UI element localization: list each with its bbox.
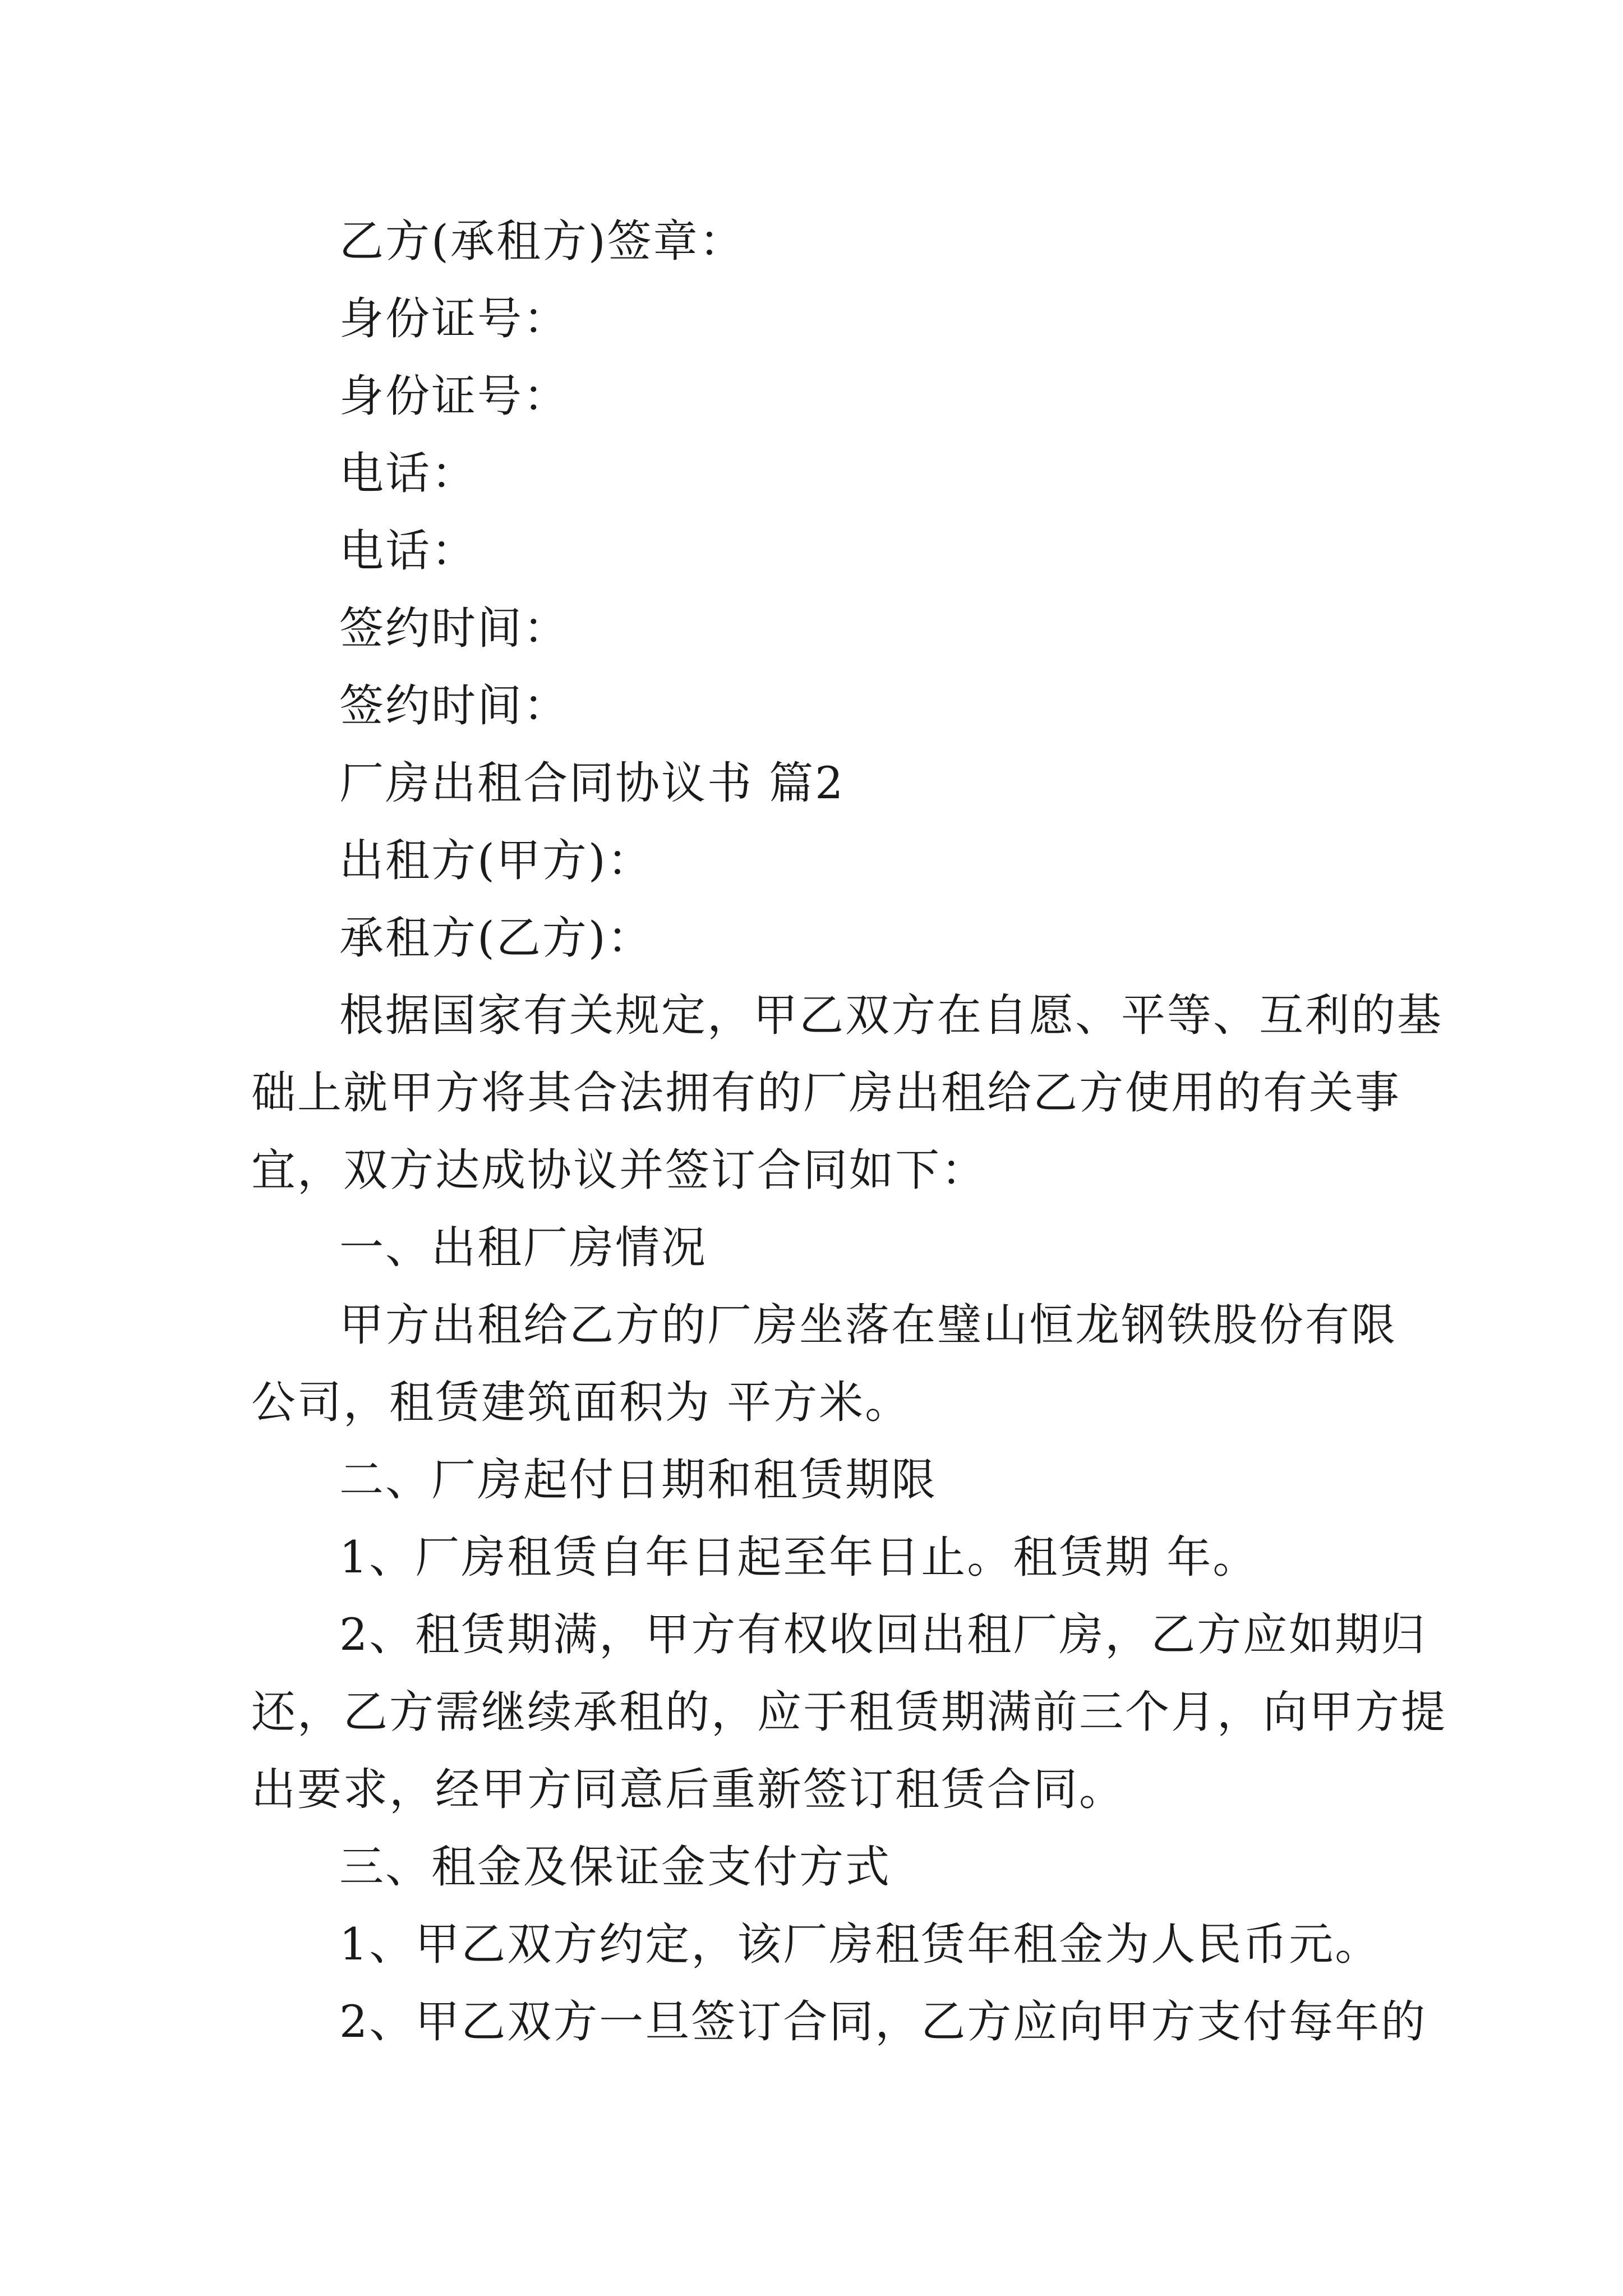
phone-line: 电话： — [339, 448, 477, 499]
paragraph-line: 2、租赁期满，甲方有权收回出租厂房，乙方应如期归 — [339, 1609, 1427, 1660]
clause-heading: 三、租金及保证金支付方式 — [339, 1841, 891, 1893]
clause-heading: 二、厂房起付日期和租赁期限 — [339, 1454, 937, 1506]
paragraph-line: 宜，双方达成协议并签订合同如下： — [251, 1144, 987, 1196]
paragraph-line: 出要求，经甲方同意后重新签订租赁合同。 — [251, 1764, 1125, 1815]
paragraph-line: 础上就甲方将其合法拥有的厂房出租给乙方使用的有关事 — [251, 1067, 1401, 1119]
paragraph-line: 甲方出租给乙方的厂房坐落在璧山恒龙钢铁股份有限 — [339, 1299, 1397, 1351]
paragraph-line: 1、甲乙双方约定，该厂房租赁年租金为人民币元。 — [339, 1918, 1381, 1970]
paragraph-line: 2、甲乙双方一旦签订合同，乙方应向甲方支付每年的 — [339, 1996, 1427, 2047]
lessor-line: 出租方(甲方)： — [339, 835, 653, 886]
lessee-line: 承租方(乙方)： — [339, 912, 653, 964]
section-title: 厂房出租合同协议书 篇2 — [339, 757, 845, 809]
signature-lessee-line: 乙方(承租方)签章： — [339, 215, 745, 267]
id-number-line: 身份证号： — [339, 370, 569, 422]
phone-line: 电话： — [339, 525, 477, 577]
sign-date-line: 签约时间： — [339, 680, 569, 731]
paragraph-line: 1、厂房租赁自年日起至年日止。租赁期 年。 — [339, 1531, 1259, 1583]
paragraph-line: 公司，租赁建筑面积为 平方米。 — [251, 1377, 911, 1428]
clause-heading: 一、出租厂房情况 — [339, 1222, 707, 1273]
sign-date-line: 签约时间： — [339, 602, 569, 654]
paragraph-line: 根据国家有关规定，甲乙双方在自愿、平等、互利的基 — [339, 990, 1443, 1041]
paragraph-line: 还，乙方需继续承租的，应于租赁期满前三个月，向甲方提 — [251, 1686, 1447, 1738]
id-number-line: 身份证号： — [339, 293, 569, 344]
